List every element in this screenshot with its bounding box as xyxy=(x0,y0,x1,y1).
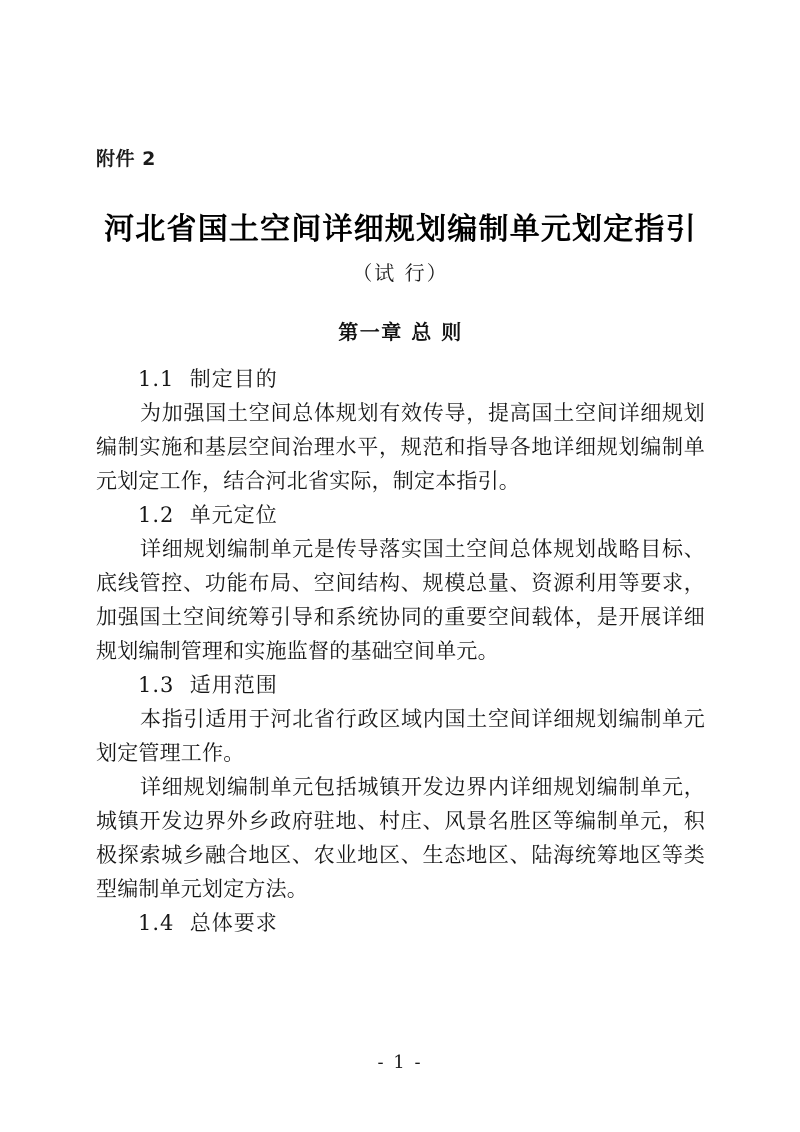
document-subtitle: （试 行） xyxy=(352,261,449,285)
page-number-footer: - 1 - xyxy=(377,1052,423,1073)
attachment-label: 附件 2 xyxy=(96,148,156,170)
section-paragraph-1-2: 详细规划编制单元是传导落实国土空间总体规划战略目标、底线管控、功能布局、空间结构、规模总量、资源利用等要求，加强国土空间统筹引导和系统协同的重要空间载体，是开展详细规划编制管理和实施监督的基础空间单元。 xyxy=(96,537,705,663)
section-paragraph-1-1: 为加强国土空间总体规划有效传导，提高国土空间详细规划编制实施和基层空间治理水平，规范和指导各地详细规划编制单元划定工作，结合河北省实际，制定本指引。 xyxy=(96,401,705,493)
section-heading-1-3: 1.3 适用范围 xyxy=(138,673,278,697)
section-heading-1-4: 1.4 总体要求 xyxy=(138,911,278,935)
chapter-heading: 第一章 总 则 xyxy=(338,320,463,344)
document-body xyxy=(96,0,705,940)
section-paragraph-1-3a: 本指引适用于河北省行政区域内国土空间详细规划编制单元划定管理工作。 xyxy=(96,707,705,765)
section-heading-1-2: 1.2 单元定位 xyxy=(138,503,278,527)
section-paragraph-1-3b: 详细规划编制单元包括城镇开发边界内详细规划编制单元，城镇开发边界外乡政府驻地、村庄、风景名胜区等编制单元，积极探索城乡融合地区、农业地区、生态地区、陆海统筹地区等类型编制单元划定方法。 xyxy=(96,775,705,901)
section-heading-1-1: 1.1 制定目的 xyxy=(138,367,278,391)
page-title: 河北省国土空间详细规划编制单元划定指引 xyxy=(104,212,697,247)
